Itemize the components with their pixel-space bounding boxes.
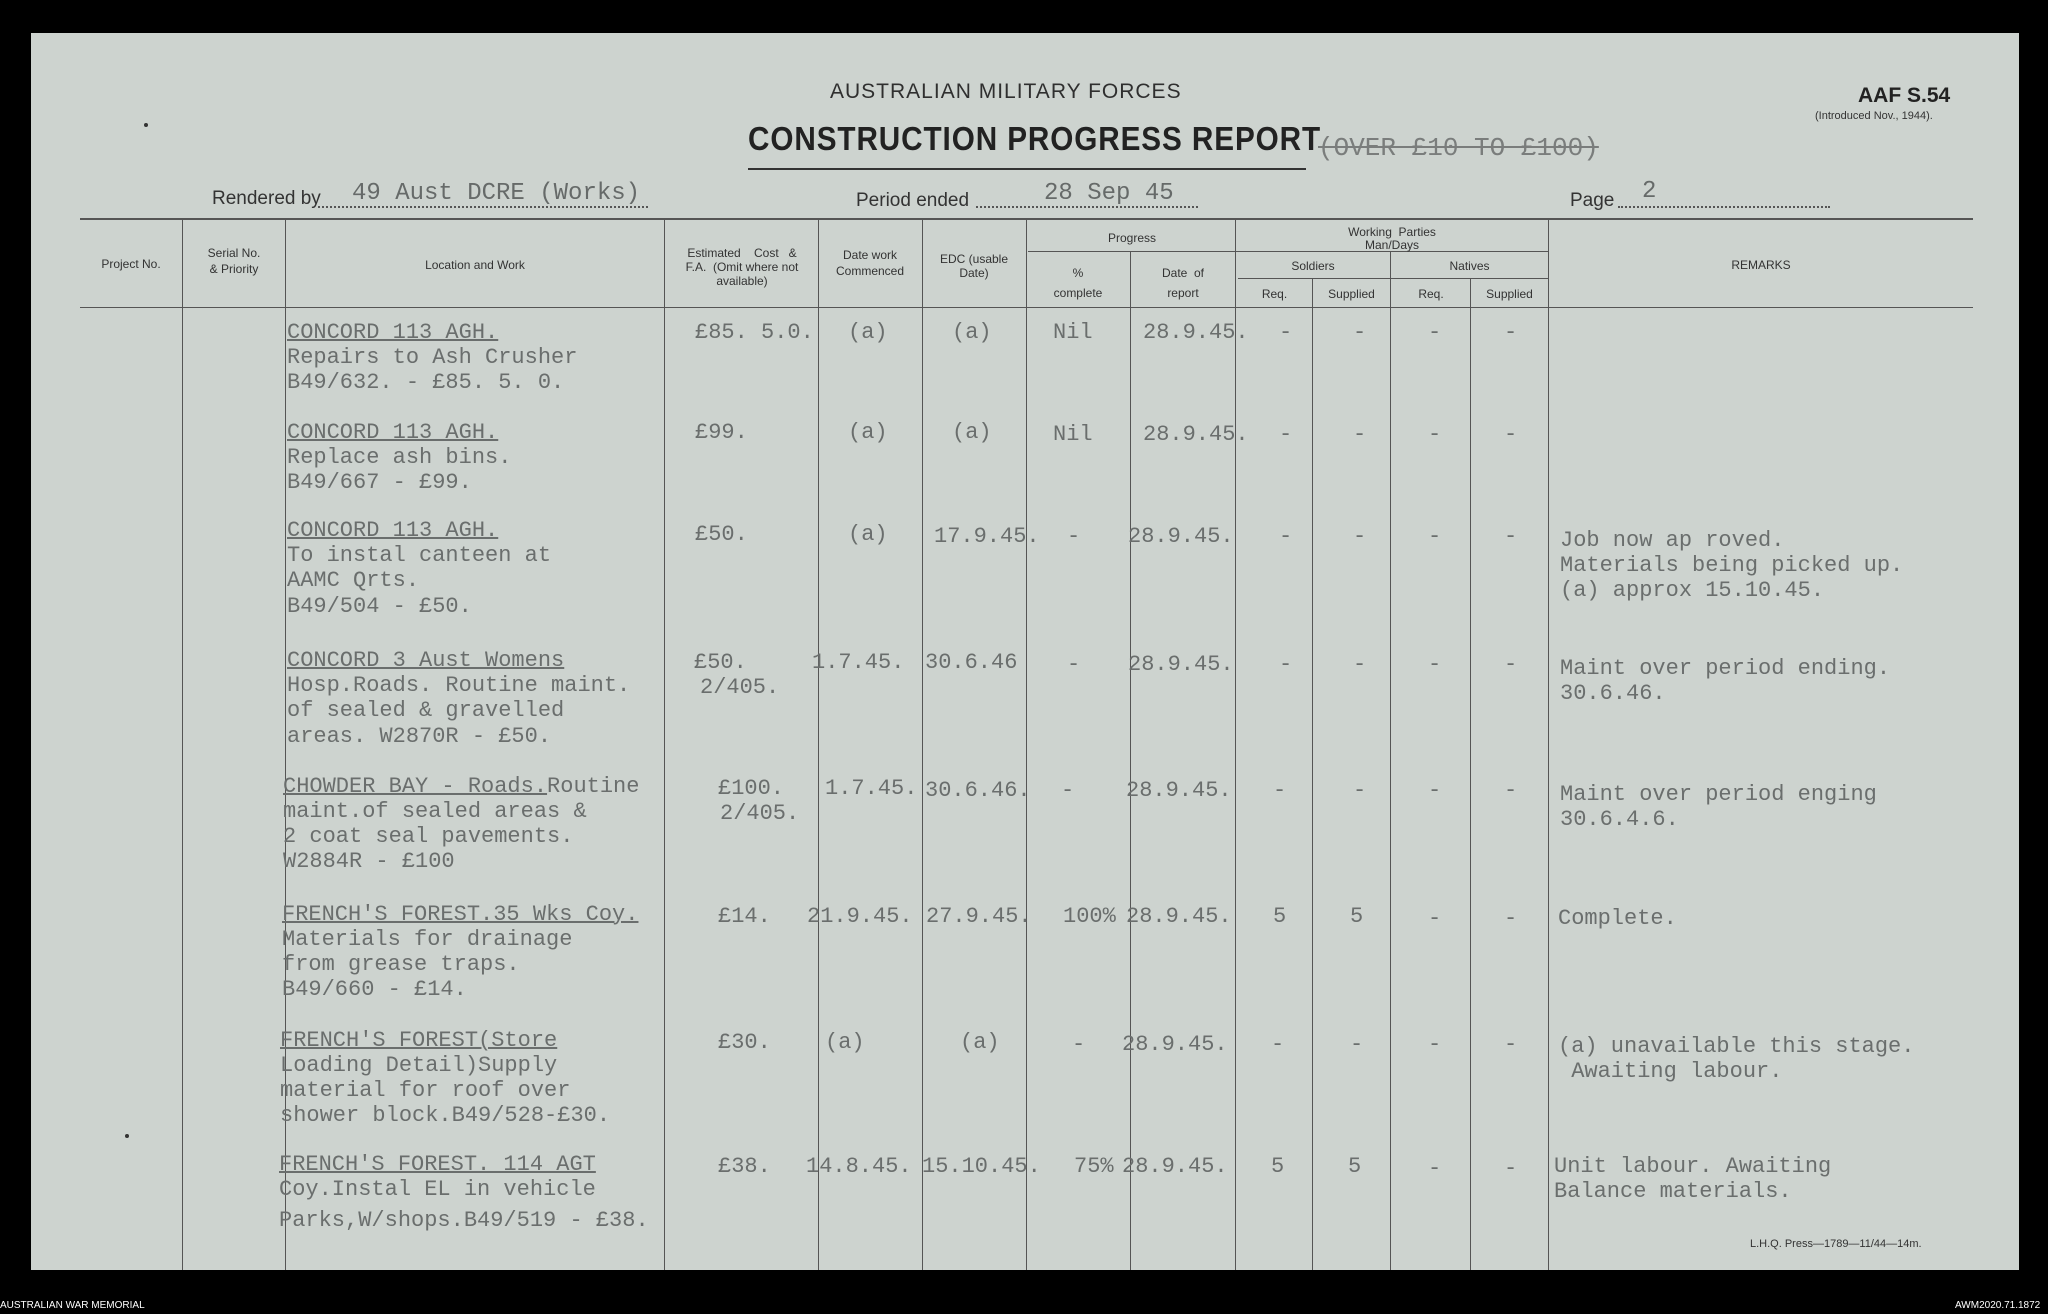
- row-6-commenced: (a): [825, 1030, 865, 1055]
- row-4-location: [283, 774, 639, 799]
- row-5-remarks: Complete.: [1558, 906, 1677, 931]
- row-5-date-of-report: 28.9.45.: [1126, 904, 1232, 929]
- row-7-pct: 75%: [1074, 1154, 1114, 1179]
- col-header-working-parties-2: Man/Days: [1364, 238, 1420, 252]
- row-7-soldiers-req: 5: [1271, 1154, 1285, 1179]
- col-header-natives-supplied: Supplied: [1486, 287, 1533, 301]
- row-2-location-line: AAMC Qrts.: [287, 568, 420, 593]
- period-ended-value: 28 Sep 45: [1044, 180, 1174, 207]
- row-5-location: [282, 902, 638, 927]
- row-5-natives-supplied: -: [1504, 906, 1518, 931]
- row-5-location-line: B49/660 - £14.: [282, 977, 467, 1002]
- col-rule: [182, 220, 183, 1270]
- col-header-edc-2: Date): [959, 266, 989, 280]
- row-0-natives-req: -: [1428, 320, 1442, 345]
- row-4-soldiers-supplied: -: [1353, 778, 1367, 803]
- row-3-natives-req: -: [1428, 652, 1442, 677]
- col-header-project: Project No.: [101, 257, 161, 271]
- row-5-soldiers-supplied: 5: [1350, 904, 1364, 929]
- row-7-location-line: Coy.Instal EL in vehicle: [279, 1177, 596, 1202]
- row-1-pct: Nil: [1053, 422, 1093, 447]
- row-7-cost: £38.: [718, 1154, 771, 1179]
- margin-mark: [125, 1134, 129, 1138]
- archive-id: AWM2020.71.1872: [1955, 1300, 2041, 1311]
- row-2-cost: £50.: [695, 522, 748, 547]
- col-rule: [664, 220, 665, 1270]
- col-rule: [922, 220, 923, 1270]
- row-0-soldiers-supplied: -: [1353, 320, 1367, 345]
- col-header-natives: Natives: [1449, 259, 1490, 273]
- row-4-location-line: 2 coat seal pavements.: [283, 824, 574, 849]
- row-1-commenced: (a): [848, 420, 888, 445]
- row-3-location-line: Hosp.Roads. Routine maint.: [287, 673, 631, 698]
- row-1-edc: (a): [952, 420, 992, 445]
- row-6-location-line: material for roof over: [280, 1078, 571, 1103]
- col-header-date-of-report-1: Date of: [1161, 266, 1205, 280]
- row-5-natives-req: -: [1428, 906, 1442, 931]
- printer-reference: L.H.Q. Press—1789—11/44—14m.: [1750, 1238, 1922, 1250]
- row-6-location-line: shower block.B49/528-£30.: [280, 1103, 611, 1128]
- row-4-commenced: 1.7.45.: [825, 776, 918, 801]
- col-header-commenced-1: Date work: [842, 248, 898, 262]
- row-1-natives-req: -: [1428, 422, 1442, 447]
- row-0-location-title: CONCORD 113 AGH.: [287, 320, 499, 345]
- row-1-location-line: Replace ash bins.: [287, 445, 512, 470]
- row-2-soldiers-req: -: [1279, 524, 1293, 549]
- col-header-date-of-report-2: report: [1167, 286, 1199, 300]
- row-2-location-line: B49/504 - £50.: [287, 594, 472, 619]
- row-0-natives-supplied: -: [1504, 320, 1518, 345]
- col-rule: [1390, 252, 1391, 1270]
- row-4-location-line: W2884R - £100: [283, 849, 455, 874]
- col-rule: [818, 220, 819, 1270]
- row-6-soldiers-supplied: -: [1350, 1032, 1364, 1057]
- row-2-edc: 17.9.45.: [934, 524, 1040, 549]
- row-7-edc: 15.10.45.: [922, 1154, 1041, 1179]
- row-1-soldiers-supplied: -: [1353, 422, 1367, 447]
- period-ended-label: Period ended: [856, 190, 970, 211]
- margin-mark: [144, 123, 148, 127]
- organisation-heading: AUSTRALIAN MILITARY FORCES: [830, 80, 1182, 103]
- row-5-cost: £14.: [718, 904, 771, 929]
- row-4-location-title-suffix: Routine: [547, 774, 640, 799]
- row-4-natives-req: -: [1428, 778, 1442, 803]
- row-7-date-of-report: 28.9.45.: [1122, 1154, 1228, 1179]
- rendered-by-label: Rendered by: [212, 188, 321, 209]
- form-introduced: (Introduced Nov., 1944).: [1815, 110, 1933, 122]
- row-3-soldiers-supplied: -: [1353, 652, 1367, 677]
- col-rule: [1026, 220, 1027, 1270]
- col-header-pct-1: %: [1072, 266, 1084, 280]
- row-4-location-line: maint.of sealed areas &: [283, 799, 587, 824]
- page-value: 2: [1642, 178, 1657, 205]
- row-6-location-line: Loading Detail)Supply: [280, 1053, 558, 1078]
- row-3-location: [287, 648, 564, 673]
- row-2-natives-req: -: [1428, 524, 1442, 549]
- row-1-soldiers-req: -: [1279, 422, 1293, 447]
- col-header-soldiers: Soldiers: [1291, 259, 1335, 273]
- row-3-cost-fa: 2/405.: [700, 675, 780, 700]
- working-sub-rule: [1238, 278, 1548, 279]
- row-7-natives-supplied: -: [1504, 1156, 1518, 1181]
- row-7-natives-req: -: [1428, 1156, 1442, 1181]
- row-5-commenced: 21.9.45.: [807, 904, 913, 929]
- row-2-commenced: (a): [848, 522, 888, 547]
- row-2-date-of-report: 28.9.45.: [1128, 524, 1234, 549]
- col-header-remarks: REMARKS: [1731, 258, 1791, 272]
- row-3-natives-supplied: -: [1504, 652, 1518, 677]
- col-header-pct-2: complete: [1053, 286, 1103, 300]
- col-header-natives-req: Req.: [1418, 287, 1444, 301]
- row-3-commenced: 1.7.45.: [812, 650, 905, 675]
- row-7-remarks: Unit labour. Awaiting Balance materials.: [1554, 1154, 1832, 1204]
- row-2-natives-supplied: -: [1504, 524, 1518, 549]
- row-6-remarks: (a) unavailable this stage. Awaiting labour.: [1558, 1034, 1915, 1084]
- row-1-location-title: CONCORD 113 AGH.: [287, 420, 499, 445]
- page-label: Page: [1570, 190, 1615, 211]
- row-3-pct: -: [1067, 652, 1081, 677]
- col-header-soldiers-req: Req.: [1261, 287, 1288, 301]
- row-6-cost: £30.: [718, 1030, 771, 1055]
- title-underline: [748, 168, 1306, 170]
- col-header-estimated-2: F.A. (Omit where not: [685, 260, 799, 274]
- row-2-location-line: To instal canteen at: [287, 543, 552, 568]
- col-header-soldiers-supplied: Supplied: [1328, 287, 1375, 301]
- row-3-remarks: Maint over period ending. 30.6.46.: [1560, 656, 1891, 706]
- row-0-commenced: (a): [848, 320, 888, 345]
- row-5-location-line: from grease traps.: [282, 952, 520, 977]
- row-3-edc: 30.6.46: [925, 650, 1018, 675]
- row-5-edc: 27.9.45.: [926, 904, 1032, 929]
- row-4-edc: 30.6.46.: [925, 778, 1031, 803]
- col-header-estimated-1: Estimated Cost &: [687, 246, 797, 260]
- row-6-soldiers-req: -: [1271, 1032, 1285, 1057]
- row-1-location: [287, 420, 498, 445]
- row-3-location-line: areas. W2870R - £50.: [287, 724, 552, 749]
- row-0-location: [287, 320, 498, 345]
- row-0-pct: Nil: [1053, 320, 1093, 345]
- row-5-location-title: FRENCH'S FOREST.35 Wks Coy.: [282, 902, 639, 927]
- row-7-soldiers-supplied: 5: [1348, 1154, 1362, 1179]
- row-1-location-line: B49/667 - £99.: [287, 470, 472, 495]
- page-dotted-line: [1618, 206, 1830, 208]
- col-header-edc-1: EDC (usable: [939, 252, 1009, 266]
- col-rule: [1548, 220, 1549, 1270]
- row-3-soldiers-req: -: [1279, 652, 1293, 677]
- row-0-date-of-report: 28.9.45.: [1143, 320, 1249, 345]
- row-1-natives-supplied: -: [1504, 422, 1518, 447]
- row-1-date-of-report: 28.9.45.: [1143, 422, 1249, 447]
- row-3-location-title: CONCORD 3 Aust Womens: [287, 648, 565, 673]
- col-rule: [1235, 220, 1236, 1270]
- row-4-location-title: CHOWDER BAY - Roads.: [283, 774, 548, 799]
- row-7-location: [279, 1152, 596, 1177]
- col-header-serial-2: & Priority: [209, 262, 259, 276]
- col-header-location: Location and Work: [425, 258, 525, 272]
- row-6-edc: (a): [960, 1030, 1000, 1055]
- row-6-date-of-report: 28.9.45.: [1122, 1032, 1228, 1057]
- row-6-location-title: FRENCH'S FOREST(Store: [280, 1028, 558, 1053]
- col-header-working-parties-1: Working Parties: [1348, 225, 1436, 239]
- col-header-estimated-3: available): [716, 274, 768, 288]
- col-rule: [1130, 252, 1131, 1270]
- row-0-soldiers-req: -: [1279, 320, 1293, 345]
- row-7-commenced: 14.8.45.: [806, 1154, 912, 1179]
- form-code: AAF S.54: [1858, 84, 1951, 107]
- row-3-location-line: of sealed & gravelled: [287, 698, 565, 723]
- row-3-date-of-report: 28.9.45.: [1128, 652, 1234, 677]
- row-4-date-of-report: 28.9.45.: [1126, 778, 1232, 803]
- row-4-soldiers-req: -: [1273, 778, 1287, 803]
- report-title: CONSTRUCTION PROGRESS REPORT: [748, 120, 1322, 157]
- row-3-cost: £50.: [694, 650, 747, 675]
- row-6-location: [280, 1028, 557, 1053]
- row-0-location-line: B49/632. - £85. 5. 0.: [287, 370, 565, 395]
- row-5-location-line: Materials for drainage: [282, 927, 573, 952]
- row-2-pct: -: [1067, 524, 1081, 549]
- col-header-commenced-2: Commenced: [835, 264, 905, 278]
- row-4-pct: -: [1061, 778, 1075, 803]
- row-7-location-title: FRENCH'S FOREST. 114 AGT: [279, 1152, 596, 1177]
- row-2-location: [287, 518, 498, 543]
- row-4-remarks: Maint over period enging 30.6.4.6.: [1560, 782, 1877, 832]
- col-header-progress: Progress: [1107, 231, 1157, 245]
- row-0-edc: (a): [952, 320, 992, 345]
- row-0-location-line: Repairs to Ash Crusher: [287, 345, 578, 370]
- row-7-location-line: Parks,W/shops.B49/519 - £38.: [279, 1208, 649, 1233]
- row-5-soldiers-req: 5: [1273, 904, 1287, 929]
- row-4-natives-supplied: -: [1504, 778, 1518, 803]
- row-0-cost: £85. 5.0.: [695, 320, 814, 345]
- col-rule: [1470, 279, 1471, 1270]
- row-2-location-title: CONCORD 113 AGH.: [287, 518, 499, 543]
- row-5-pct: 100%: [1063, 904, 1116, 929]
- row-2-soldiers-supplied: -: [1353, 524, 1367, 549]
- row-6-natives-supplied: -: [1504, 1032, 1518, 1057]
- archive-credit: AUSTRALIAN WAR MEMORIAL: [0, 1300, 145, 1311]
- row-4-cost: £100.: [718, 776, 785, 801]
- rendered-by-value: 49 Aust DCRE (Works): [352, 180, 641, 207]
- row-4-cost-fa: 2/405.: [720, 801, 800, 826]
- row-6-natives-req: -: [1428, 1032, 1442, 1057]
- col-rule: [1312, 279, 1313, 1270]
- row-6-pct: -: [1072, 1032, 1086, 1057]
- title-note: (OVER £10 TO £100): [1318, 133, 1599, 163]
- row-1-cost: £99.: [695, 420, 748, 445]
- row-2-remarks: Job now ap roved. Materials being picked up. (a) approx 15.10.45.: [1560, 528, 1904, 603]
- col-header-serial-1: Serial No.: [207, 246, 261, 260]
